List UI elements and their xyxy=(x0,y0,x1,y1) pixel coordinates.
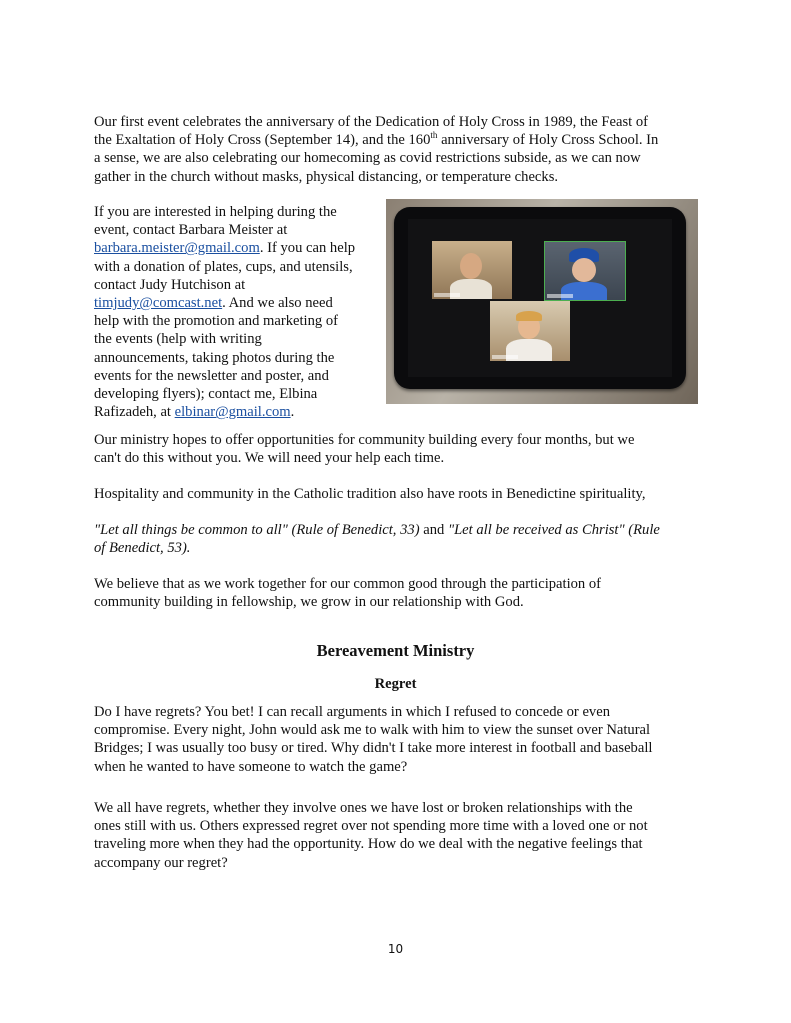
tablet-screen xyxy=(408,219,672,377)
text-segment: the Exaltation of Holy Cross (September 14), and the 160 xyxy=(94,132,431,149)
name-label xyxy=(492,355,518,359)
paragraph-common-good xyxy=(94,575,706,611)
superscript: th xyxy=(430,130,438,141)
text-line: events for the newsletter and poster, and xyxy=(94,367,329,384)
paragraph-ministry xyxy=(94,431,706,467)
email-link-barbara[interactable]: barbara.meister@gmail.com xyxy=(94,240,260,257)
paragraph-regrets xyxy=(94,703,706,776)
participant-tile xyxy=(432,241,512,299)
text-line: Our ministry hopes to offer opportunities for community building every four months, but we xyxy=(94,432,635,448)
text-line: If you are interested in helping during the xyxy=(94,204,337,220)
video-call-photo xyxy=(386,199,698,404)
text-line: Do I have regrets? You bet! I can recall arguments in which I refused to concede or even xyxy=(94,704,610,720)
text-line: traveling more when they had the opportunity. How do we deal with the negative feelings that xyxy=(94,836,643,853)
text-line: developing flyers); contact me, Elbina xyxy=(94,386,318,403)
text-line: help with the promotion and marketing of xyxy=(94,313,338,330)
text-line: We believe that as we work together for our common good through the participation of xyxy=(94,576,602,592)
quote-received-cont: of Benedict, 53). xyxy=(94,540,191,557)
text-line xyxy=(94,521,706,539)
text-line xyxy=(94,539,706,557)
tablet-device xyxy=(394,207,686,389)
paragraph-hospitality xyxy=(94,485,706,503)
paragraph-anniversary xyxy=(94,113,706,186)
text-line: compromise. Every night, John would ask me to walk with him to view the sunset over Natural xyxy=(94,722,651,739)
text-segment: Rafizadeh, at xyxy=(94,404,175,421)
text-line: with a donation of plates, cups, and utensils, xyxy=(94,258,353,275)
text-segment: and xyxy=(419,522,448,538)
paragraph-rule-quotes xyxy=(94,521,706,557)
text-line: can't do this without you. We will need your help each time. xyxy=(94,450,445,467)
quote-received: "Let all be received as Christ" (Rule xyxy=(447,522,660,538)
text-line: community building in fellowship, we grow in our relationship with God. xyxy=(94,594,524,611)
paragraph-all-have-regrets xyxy=(94,799,706,872)
text-line: We all have regrets, whether they involve ones we have lost or broken relationships with the xyxy=(94,800,633,816)
text-segment: . If you can help xyxy=(259,240,356,257)
participant-tile xyxy=(544,241,626,301)
text-line: Our first event celebrates the anniversary of the Dedication of Holy Cross in 1989, the Feast of xyxy=(94,114,648,130)
text-line: contact Judy Hutchison at xyxy=(94,276,246,293)
text-line: event, contact Barbara Meister at xyxy=(94,222,288,239)
name-label xyxy=(434,293,460,297)
text-line: announcements, taking photos during the xyxy=(94,349,335,366)
sub-heading: Regret xyxy=(374,676,417,692)
text-segment: anniversary of Holy Cross School. In xyxy=(437,132,659,149)
text-segment: . xyxy=(290,404,295,421)
page-number: 10 xyxy=(387,942,404,956)
participant-body xyxy=(561,282,607,301)
text-line: Hospitality and community in the Catholic tradition also have roots in Benedictine spirituality, xyxy=(94,486,646,502)
text-line xyxy=(94,131,706,149)
text-line: Bridges; I was usually too busy or tired. Why didn't I take more interest in football and baseball xyxy=(94,740,653,757)
text-segment: . And we also need xyxy=(222,295,333,312)
text-line: gather in the church without masks, physical distancing, or temperature checks. xyxy=(94,168,559,185)
text-line: a sense, we are also celebrating our homecoming as covid restrictions subside, as we can now xyxy=(94,150,641,167)
text-line xyxy=(94,403,384,421)
text-line xyxy=(94,294,384,312)
text-line: ones still with us. Others expressed regret over not spending more time with a loved one or not xyxy=(94,818,648,835)
text-line xyxy=(94,239,384,257)
participant-face xyxy=(572,258,596,282)
text-line: the events (help with writing xyxy=(94,331,262,348)
participant-face xyxy=(460,253,482,279)
section-heading: Bereavement Ministry xyxy=(316,641,475,660)
participant-hair xyxy=(516,311,542,321)
text-line: when he wanted to have someone to watch the game? xyxy=(94,758,408,775)
participant-tile xyxy=(490,301,570,361)
name-label xyxy=(547,294,573,298)
quote-common: "Let all things be common to all" (Rule of Benedict, 33) xyxy=(94,522,420,538)
paragraph-volunteer xyxy=(94,203,384,421)
email-link-elbina[interactable]: elbinar@gmail.com xyxy=(174,404,291,421)
email-link-judy[interactable]: timjudy@comcast.net xyxy=(94,295,223,312)
text-line: accompany our regret? xyxy=(94,854,228,871)
